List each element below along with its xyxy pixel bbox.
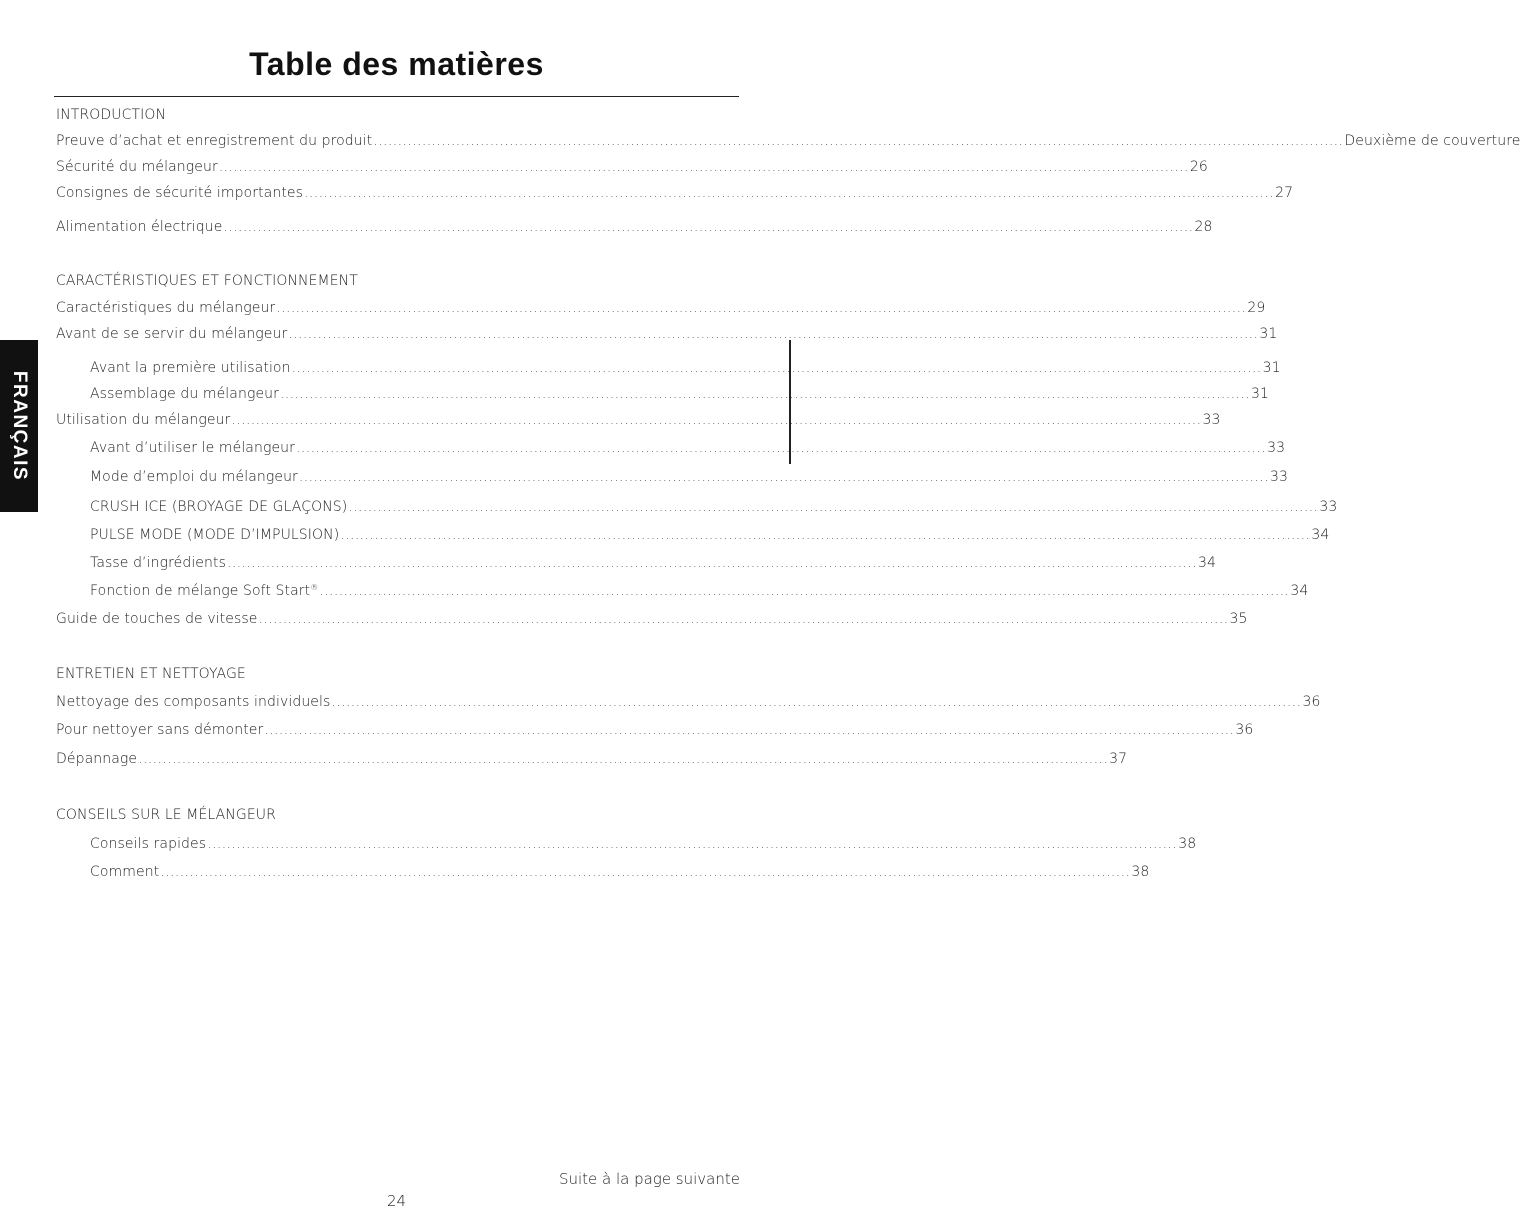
toc-entry-label: Mode d’emploi du mélangeur (90, 469, 298, 485)
page-number: 24 (386, 1192, 407, 1210)
leader-dots: ........................................................................................................................................................................................................ (264, 722, 1235, 738)
toc-entry-page: 36 (1302, 694, 1321, 710)
toc-entry-label: Conseils rapides (90, 836, 207, 852)
leader-dots: ........................................................................................................................................................................................................ (291, 360, 1262, 376)
toc-entry[interactable] (56, 408, 1221, 432)
toc-entry[interactable] (56, 607, 1248, 631)
toc-entry-label: Tasse d’ingrédients (90, 555, 226, 571)
toc-entry-label: PULSE MODE (MODE D’IMPULSION) (90, 527, 340, 543)
language-side-tab (0, 340, 38, 512)
toc-entry-page: 33 (1269, 469, 1288, 485)
leader-dots: ........................................................................................................................................................................................................ (340, 527, 1311, 543)
continued-note: Suite à la page suivante (558, 1170, 740, 1188)
toc-entry-label: Dépannage (56, 751, 138, 767)
leader-dots: ........................................................................................................................................................................................................ (279, 386, 1251, 402)
leader-dots: ........................................................................................................................................................................................................ (348, 499, 1319, 515)
toc-entry[interactable] (56, 296, 1266, 320)
section-heading: INTRODUCTION (56, 107, 167, 123)
leader-dots: ........................................................................................................................................................................................................ (276, 300, 1247, 316)
toc-entry[interactable] (56, 747, 1128, 771)
toc-entry-label: Alimentation électrique (56, 219, 223, 235)
leader-dots: ........................................................................................................................................................................................................ (160, 864, 1131, 880)
toc-entry-page: 33 (1202, 412, 1221, 428)
toc-entry-label: Consignes de sécurité importantes (56, 185, 304, 201)
leader-dots: ........................................................................................................................................................................................................ (296, 440, 1267, 456)
toc-entry-page: 31 (1251, 386, 1270, 402)
toc-entry-label: Avant la première utilisation (90, 360, 291, 376)
toc-entry[interactable] (56, 129, 1521, 153)
toc-entry-page: 34 (1198, 555, 1217, 571)
toc-entry-label: Comment (90, 864, 160, 880)
leader-dots: ........................................................................................................................................................................................................ (319, 583, 1290, 599)
toc-entry-label: Preuve d’achat et enregistrement du produit (56, 133, 373, 149)
toc-entry-label: CRUSH ICE (BROYAGE DE GLAÇONS) (90, 499, 348, 515)
toc-entry-page: 35 (1229, 611, 1248, 627)
leader-dots: ........................................................................................................................................................................................................ (138, 751, 1109, 767)
toc-entry[interactable] (90, 356, 1281, 380)
leader-dots: ........................................................................................................................................................................................................ (331, 694, 1302, 710)
toc-entry-page: 34 (1290, 583, 1309, 599)
leader-dots: ........................................................................................................................................................................................................ (231, 412, 1202, 428)
section-heading: CARACTÉRISTIQUES ET FONCTIONNEMENT (56, 273, 358, 289)
toc-entry-page: 37 (1109, 751, 1128, 767)
toc-entry-label: Avant d’utiliser le mélangeur (90, 440, 296, 456)
toc-entry-label: Caractéristiques du mélangeur (56, 300, 276, 316)
leader-dots: ........................................................................................................................................................................................................ (373, 133, 1344, 149)
leader-dots: ........................................................................................................................................................................................................ (218, 159, 1189, 175)
side-tab-label: FRANÇAIS (9, 370, 31, 482)
toc-entry-label: Avant de se servir du mélangeur (56, 326, 288, 342)
toc-entry-label: Nettoyage des composants individuels (56, 694, 331, 710)
toc-entry[interactable] (90, 382, 1270, 406)
section-heading: ENTRETIEN ET NETTOYAGE (56, 666, 246, 682)
toc-entry-label (90, 579, 318, 603)
toc-entry-page: Deuxième de couverture (1344, 133, 1521, 149)
toc-entry-page: 26 (1189, 159, 1208, 175)
toc-entry-label: Guide de touches de vitesse (56, 611, 258, 627)
leader-dots: ........................................................................................................................................................................................................ (226, 555, 1198, 571)
toc-entry-label-text: Fonction de mélange Soft Start (90, 583, 311, 599)
toc-entry-page: 33 (1267, 440, 1286, 456)
toc-entry-label: Utilisation du mélangeur (56, 412, 231, 428)
leader-dots: ........................................................................................................................................................................................................ (298, 469, 1269, 485)
toc-entry[interactable] (56, 322, 1278, 346)
toc-entry-label: Assemblage du mélangeur (90, 386, 279, 402)
toc-entry-page: 27 (1275, 185, 1294, 201)
section-heading: CONSEILS SUR LE MÉLANGEUR (56, 807, 276, 823)
toc-entry-label: Pour nettoyer sans démonter (56, 722, 264, 738)
registered-mark: ® (310, 583, 319, 592)
toc-entry[interactable] (56, 181, 1294, 205)
toc-entry[interactable] (90, 579, 1309, 603)
toc-entry[interactable] (90, 860, 1150, 884)
toc-entry[interactable] (90, 495, 1338, 519)
toc-entry[interactable] (56, 718, 1254, 742)
page-title: Table des matières (249, 46, 544, 82)
toc-entry-page: 33 (1319, 499, 1338, 515)
toc-entry[interactable] (90, 551, 1217, 575)
leader-dots: ........................................................................................................................................................................................................ (288, 326, 1259, 342)
toc-entry-page: 38 (1131, 864, 1150, 880)
toc-entry-page: 34 (1311, 527, 1330, 543)
leader-dots: ........................................................................................................................................................................................................ (223, 219, 1194, 235)
title-rule (54, 96, 739, 97)
toc-entry[interactable] (56, 215, 1213, 239)
toc-entry-page: 29 (1247, 300, 1266, 316)
toc-entry-page: 31 (1259, 326, 1278, 342)
toc-entry-page: 31 (1262, 360, 1281, 376)
toc-entry-label: Sécurité du mélangeur (56, 159, 218, 175)
toc-entry-page: 38 (1178, 836, 1197, 852)
toc-entry[interactable] (90, 465, 1288, 489)
toc-entry-page: 28 (1194, 219, 1213, 235)
toc-entry[interactable] (56, 155, 1208, 179)
leader-dots: ........................................................................................................................................................................................................ (207, 836, 1178, 852)
toc-entry[interactable] (90, 832, 1197, 856)
leader-dots: ........................................................................................................................................................................................................ (258, 611, 1229, 627)
toc-entry[interactable] (56, 690, 1321, 714)
toc-entry-page: 36 (1235, 722, 1254, 738)
leader-dots: ........................................................................................................................................................................................................ (304, 185, 1275, 201)
toc-entry[interactable] (90, 523, 1330, 547)
toc-entry[interactable] (90, 436, 1286, 460)
